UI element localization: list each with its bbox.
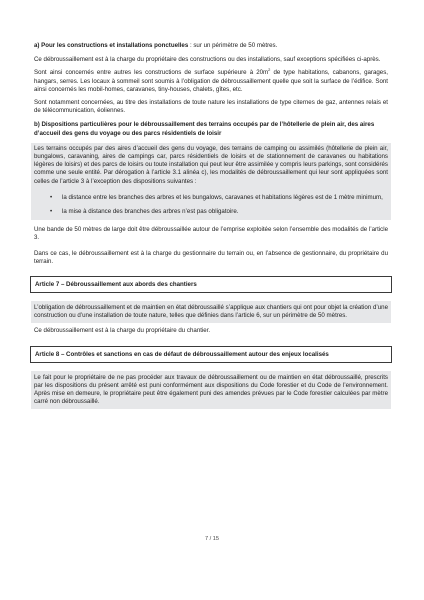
page-number: 7 / 15 <box>205 536 219 542</box>
section-b-highlight <box>31 143 391 220</box>
section-a-heading: a) Pour les constructions et installations ponctuelles <box>34 42 189 49</box>
article-8-heading: Article 8 – Contrôles et sanctions en cas de défaut de débroussaillement autour des enjeux localisés <box>35 350 329 358</box>
article-7-heading-box <box>30 276 392 293</box>
article-8-highlight <box>31 371 391 410</box>
bullet-item <box>50 208 388 216</box>
bullet-text: la mise à distance des branches des arbres n’est pas obligatoire. <box>62 208 239 216</box>
section-a-paragraph-3: Sont notamment concernées, au titre des installations de toute nature les installations de type citernes de gaz, antennes relais et de télécommunication, éoliennes. <box>34 99 388 115</box>
section-a-paragraph-2-start: Sont ainsi concernés entre autres les constructions de surface supérieure à 20m <box>34 69 269 77</box>
bullet-dot: • <box>50 208 53 216</box>
section-b-paragraph-1: Les terrains occupés par des aires d’accueil des gens du voyage, des terrains de camping ou assimilés (hôtellerie de plein air, bungalows, caravaning, aires de campings car, parcs résidentiels de loisirs et de stationnement de caravanes ou habitations légères de loisirs) et des parcs de loisirs ou toute installation qui peut leur être assimilée y compris leurs parkings, sont considérés comme une seule entité. Par dérogation à l’article 3.1 alinéa c), les modalités de débroussaillement qui leur sont appliquées sont celles de l’article 3 à l’exception des dispositions suivantes : <box>34 144 388 185</box>
bullet-text: la distance entre les branches des arbres et les bungalows, caravanes et habitations légères est de 1 mètre minimum, <box>62 193 383 201</box>
bullet-item <box>50 194 388 202</box>
page-content <box>34 42 388 409</box>
article-7-paragraph-2: Ce débroussaillement est à la charge du propriétaire du chantier. <box>34 327 211 335</box>
section-a-paragraph-2 <box>34 69 388 94</box>
section-b-paragraph-3: Dans ce cas, le débroussaillement est à la charge du gestionnaire du terrain ou, en l’absence de gestionnaire, du propriétaire du terrain. <box>34 249 388 265</box>
article-7-paragraph-1: L’obligation de débroussaillement et de maintien en état débroussaillé s’applique aux chantiers qui ont pour objet la création d’une construction ou d’une installation de toute nature, telles que définies dans l’article 6, sur un périmètre de 50 mètres. <box>34 304 388 320</box>
section-a-heading-suffix: : sur un périmètre de 50 mètres. <box>188 42 278 49</box>
section-b-heading: b) Dispositions particulières pour le débroussaillement des terrains occupés par de l’hôtellerie de plein air, des aires d’accueil des gens du voyage ou des parcs résidentiels de loisir <box>34 121 375 137</box>
section-a-heading-line <box>34 42 388 50</box>
section-a-paragraph-2-end: de type habitations, cabanons, garages, hangars, serres. Les locaux à sommeil sont soumis à l’obligation de débroussaillement quelle que soit la surface de l’édifice. Sont ainsi concernés les mobil-homes, caravanes, tiny-houses, chalets, gîtes, etc. <box>34 69 388 93</box>
bullet-dot: • <box>50 193 53 201</box>
article-8-heading-box <box>30 346 392 363</box>
article-7-heading: Article 7 – Débroussaillement aux abords des chantiers <box>35 281 197 289</box>
section-b-paragraph-2: Une bande de 50 mètres de large doit être débroussaillée autour de l’emprise exploitée selon l’ensemble des modalités de l’article 3. <box>34 226 388 242</box>
section-b-bullet-list <box>34 194 388 216</box>
superscript-2: 2 <box>268 67 271 73</box>
article-7-highlight <box>31 301 391 323</box>
section-a-paragraph-1: Ce débroussaillement est à la charge du propriétaire des constructions ou des installations, sauf exceptions spécifiées ci-après. <box>34 56 381 64</box>
article-8-paragraph-1: Le fait pour le propriétaire de ne pas procéder aux travaux de débroussaillement ou de maintien en état débroussaillé, prescrits par les dispositions du présent arrêté est puni conformément aux dispositions du Code forestier et du Code de l’environnement. Après mise en demeure, le propriétaire peut être également puni des amendes prévues par le Code forestier calculées par mètre carré non débroussaillé. <box>34 373 388 406</box>
